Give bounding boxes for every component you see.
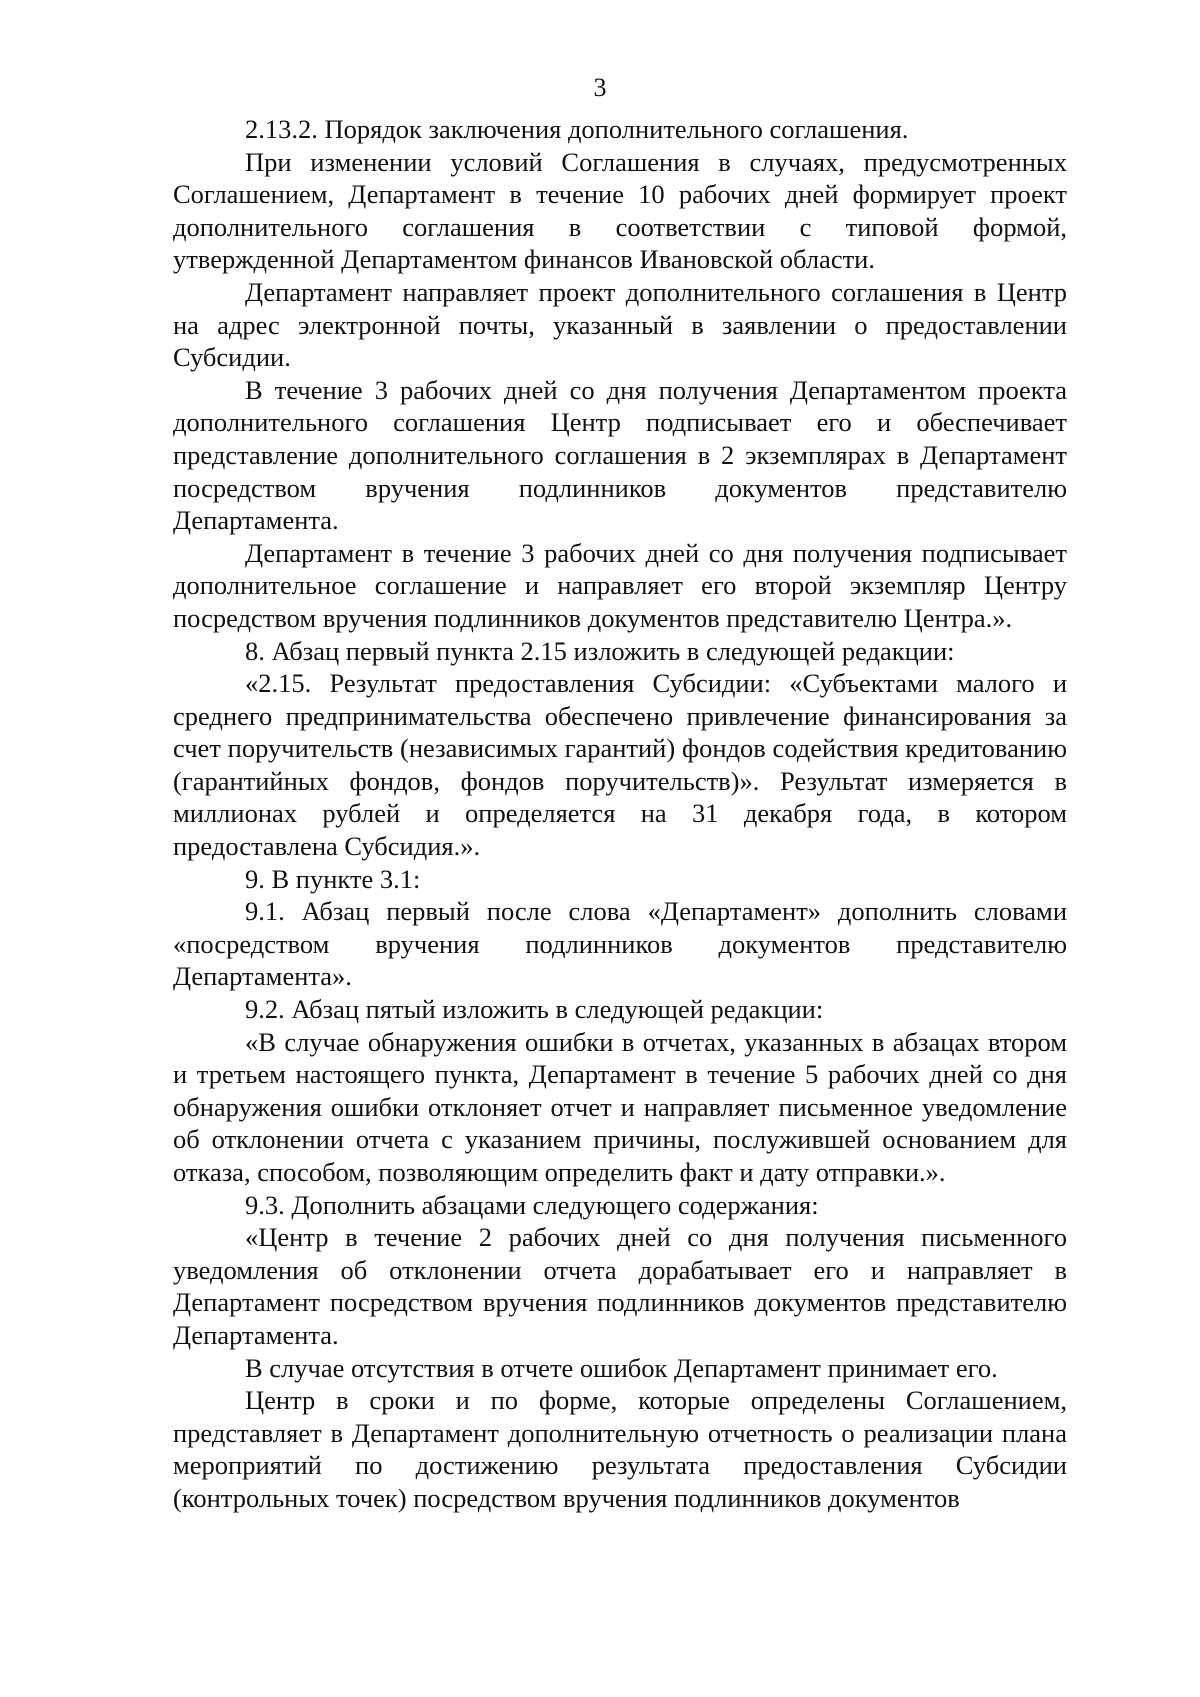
- paragraph-report-acceptance: В случае отсутствия в отчете ошибок Департамент принимает его.: [245, 1352, 998, 1383]
- paragraph-item-9-3: 9.3. Дополнить абзацами следующего содержания:: [245, 1189, 819, 1220]
- paragraph-item-9-2: 9.2. Абзац пятый изложить в следующей редакции:: [245, 994, 824, 1025]
- paragraph-center-signing: В течение 3 рабочих дней со дня получения Департаментом проекта дополнительного соглашения Центр подписывает его и обеспечивает представление дополнительного соглашения в 2 экземплярах в Департамент посредством вручения подлинников документов представителю Департамента.: [173, 374, 1067, 536]
- paragraph-item-9: 9. В пункте 3.1:: [245, 863, 421, 894]
- paragraph-center-revision: «Центр в течение 2 рабочих дней со дня получения письменного уведомления об отклонении отчета дорабатывает его и направляет в Департамент посредством вручения подлинников документов представителю Департамента.: [173, 1222, 1067, 1350]
- paragraph-item-9-1: 9.1. Абзац первый после слова «Департамент» дополнить словами «посредством вручения подлинников документов представителю Департамента».: [173, 896, 1067, 992]
- paragraph-department-signing: Департамент в течение 3 рабочих дней со дня получения подписывает дополнительное соглашение и направляет его второй экземпляр Центру посредством вручения подлинников документов представителю Центра.».: [173, 537, 1067, 633]
- document-body: [173, 113, 1067, 1515]
- paragraph-2-13-2-heading: 2.13.2. Порядок заключения дополнительного соглашения.: [245, 114, 909, 144]
- paragraph-conditions-change: При изменении условий Соглашения в случаях, предусмотренных Соглашением, Департамент в течение 10 рабочих дней формирует проект дополнительного соглашения в соответствии с типовой формой, утвержденной Департаментом финансов Ивановской области.: [173, 146, 1067, 275]
- paragraph-additional-reporting: Центр в сроки и по форме, которые определены Соглашением, представляет в Департамент дополнительную отчетность о реализации плана мероприятий по достижению результата предоставления Субсидии (контрольных точек) посредством вручения подлинников документов: [173, 1385, 1067, 1513]
- paragraph-2-15-result: «2.15. Результат предоставления Субсидии: «Субъектами малого и среднего предпринимательства обеспечено привлечение финансирования за счет поручительств (независимых гарантий) фондов содействия кредитованию (гарантийных фондов, фондов поручительств)». Результат измеряется в миллионах рублей и определяется на 31 декабря года, в котором предоставлена Субсидия.».: [173, 668, 1067, 862]
- paragraph-draft-sending: Департамент направляет проект дополнительного соглашения в Центр на адрес электронной почты, указанный в заявлении о предоставлении Субсидии.: [173, 276, 1067, 373]
- paragraph-report-error: «В случае обнаружения ошибки в отчетах, указанных в абзацах втором и третьем настоящего пункта, Департамент в течение 5 рабочих дней со дня обнаружения ошибки отклоняет отчет и направляет письменное уведомление об отклонении отчета с указанием причины, послужившей основанием для отказа, способом, позволяющим определить факт и дату отправки.».: [173, 1026, 1067, 1187]
- page-number: 3: [593, 73, 607, 102]
- paragraph-item-8: 8. Абзац первый пункта 2.15 изложить в следующей редакции:: [245, 635, 955, 666]
